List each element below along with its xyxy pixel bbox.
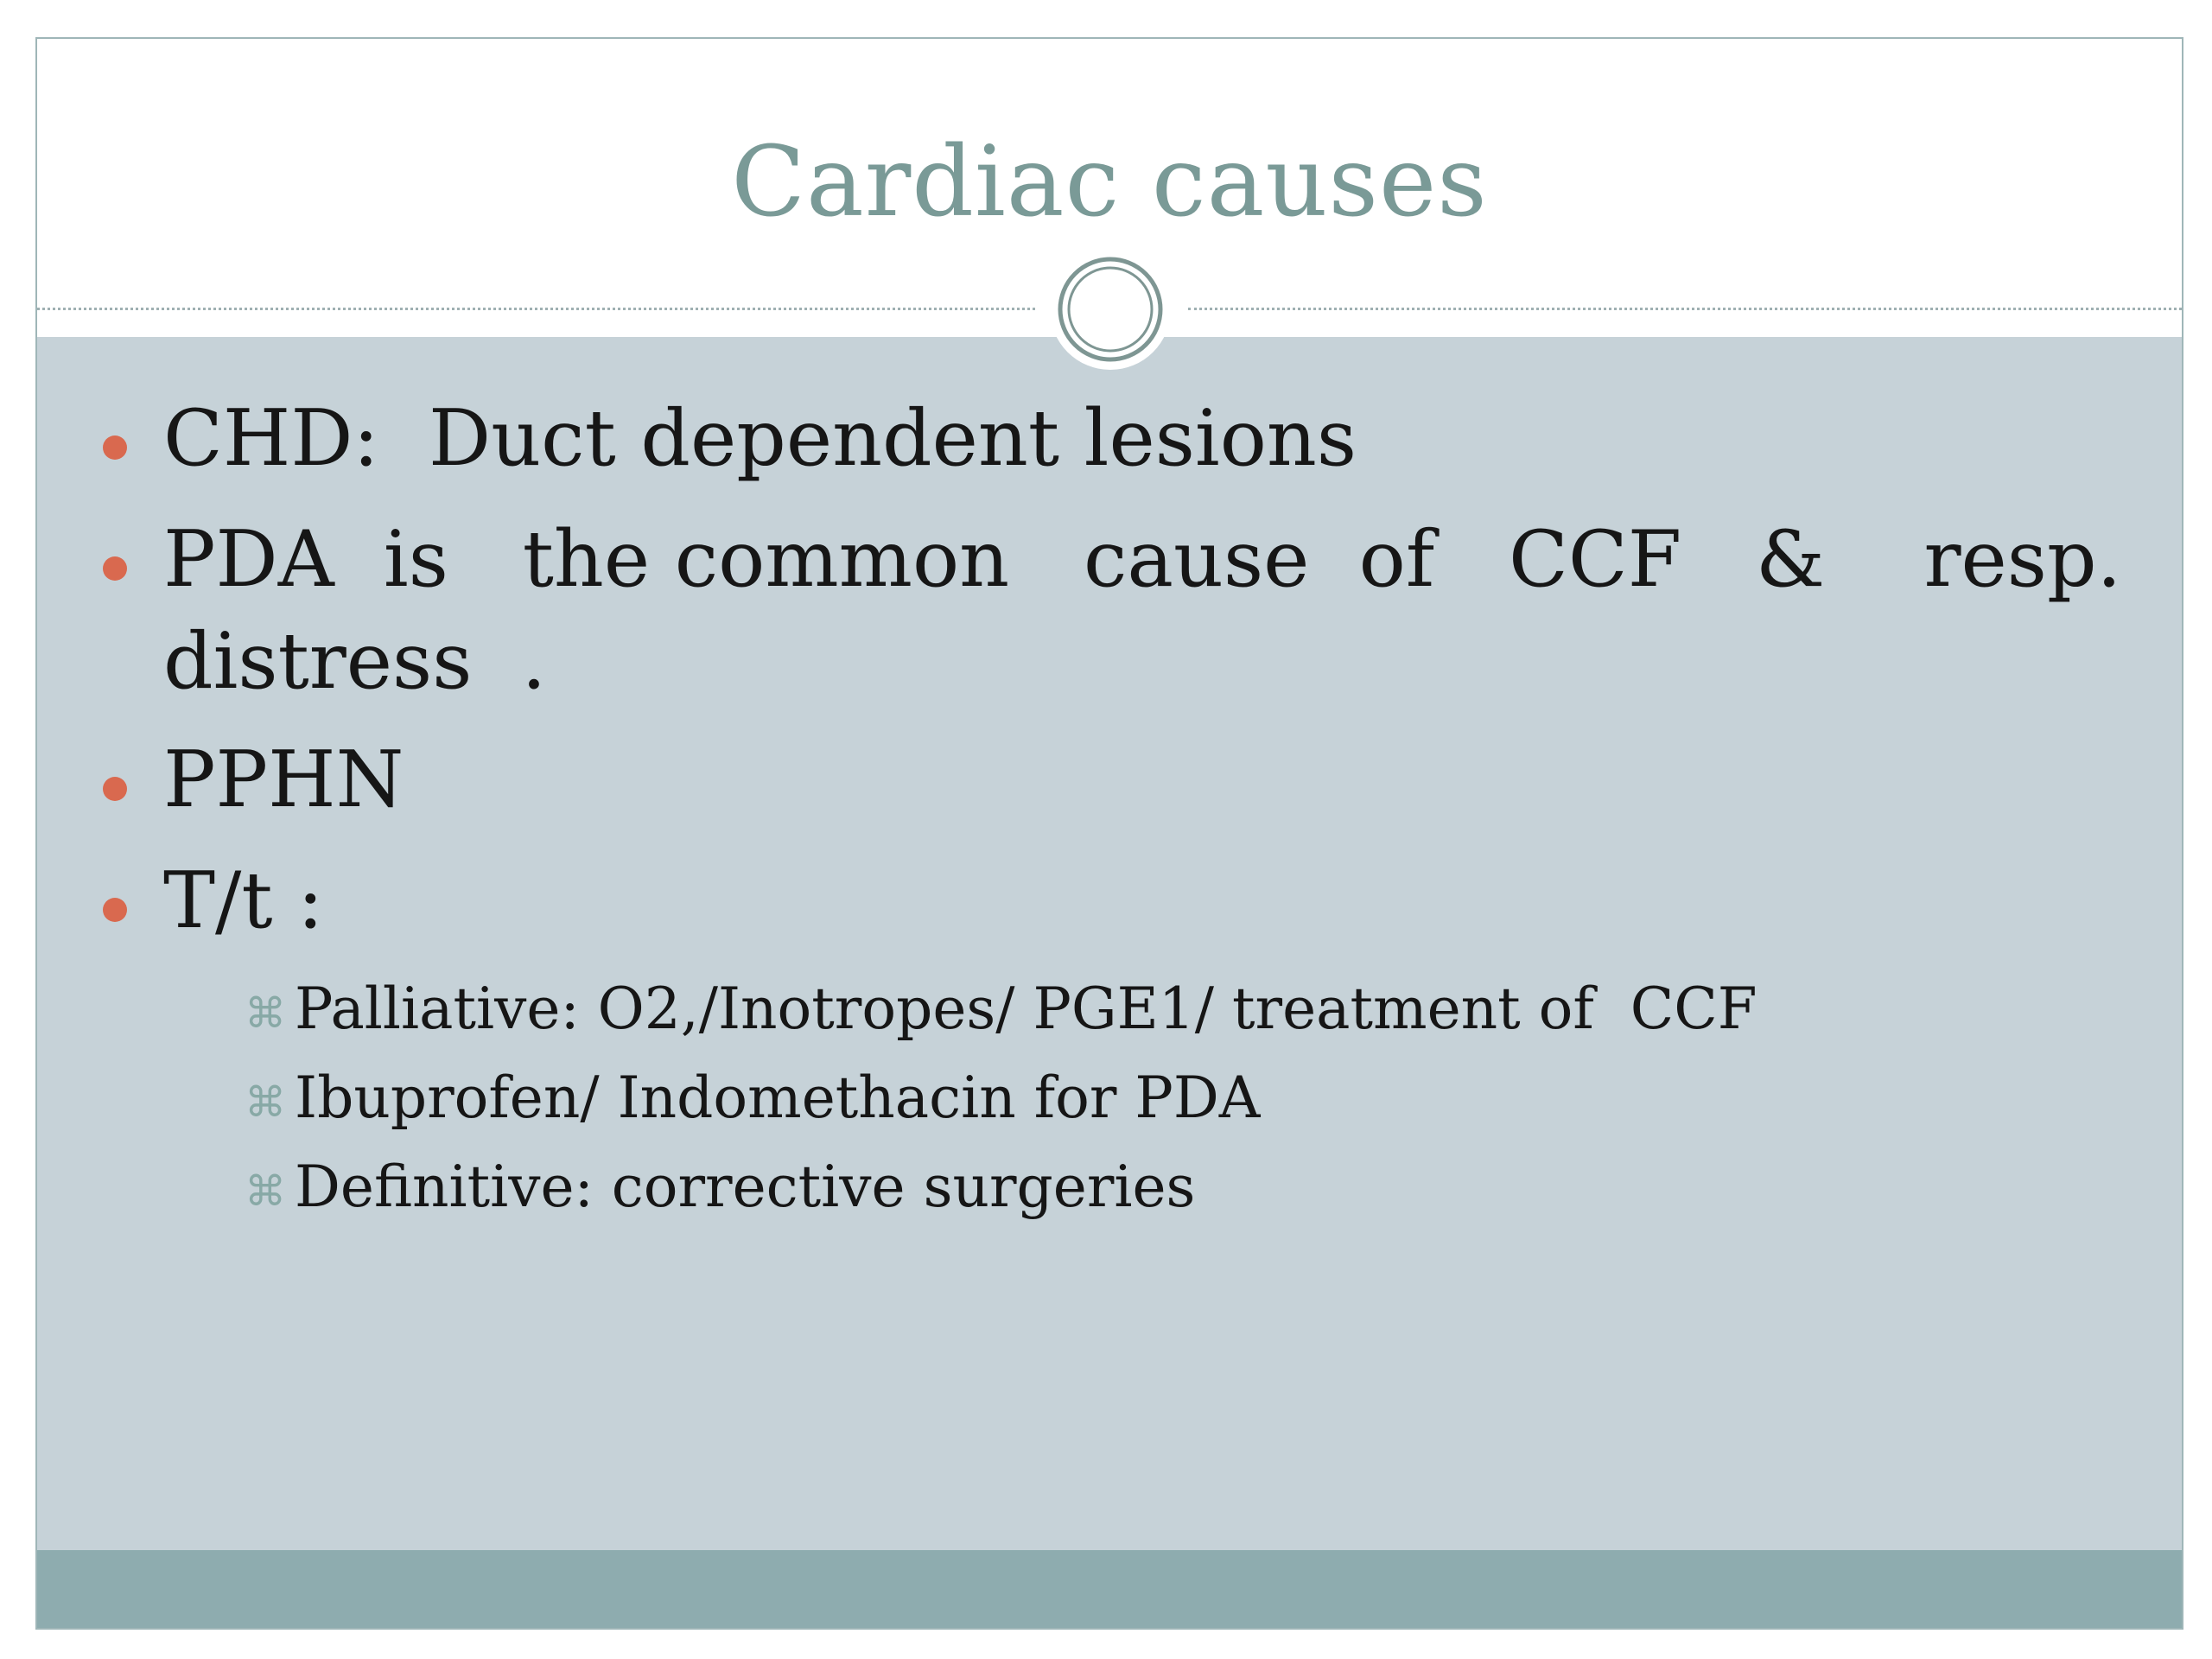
bullet-text: CHD: Duct dependent lesions [163,393,1357,484]
bullet-text: T/t : [163,855,324,946]
sub-bullet-marker-icon: ⌘ [245,1078,286,1127]
circle-ornament-icon [1057,256,1164,363]
sub-bullet-marker-icon: ⌘ [245,1167,286,1216]
bullet-text: PDA is the common cause of CCF & resp. [163,514,2122,605]
bullet-text: distress . [163,616,547,707]
header-divider-right [1188,308,2182,310]
bullet-dot-icon [103,898,127,922]
sub-bullet-text: Definitive: corrective surgeries [295,1154,1196,1220]
bullet-dot-icon [103,777,127,801]
sub-bullet-marker-icon: ⌘ [245,989,286,1038]
sub-bullet-text: Palliative: O2,/Inotropes/ PGE1/ treatment of CCF [295,976,1758,1042]
bullet-text: PPHN [163,734,404,825]
slide [35,37,2183,1630]
slide-footer-band [37,1550,2182,1628]
sub-bullet-text: Ibuprofen/ Indomethacin for PDA [295,1065,1261,1131]
slide-title: Cardiac causes [731,126,1488,238]
header-divider-left [37,308,1035,310]
bullet-dot-icon [103,435,127,460]
bullet-dot-icon [103,556,127,581]
